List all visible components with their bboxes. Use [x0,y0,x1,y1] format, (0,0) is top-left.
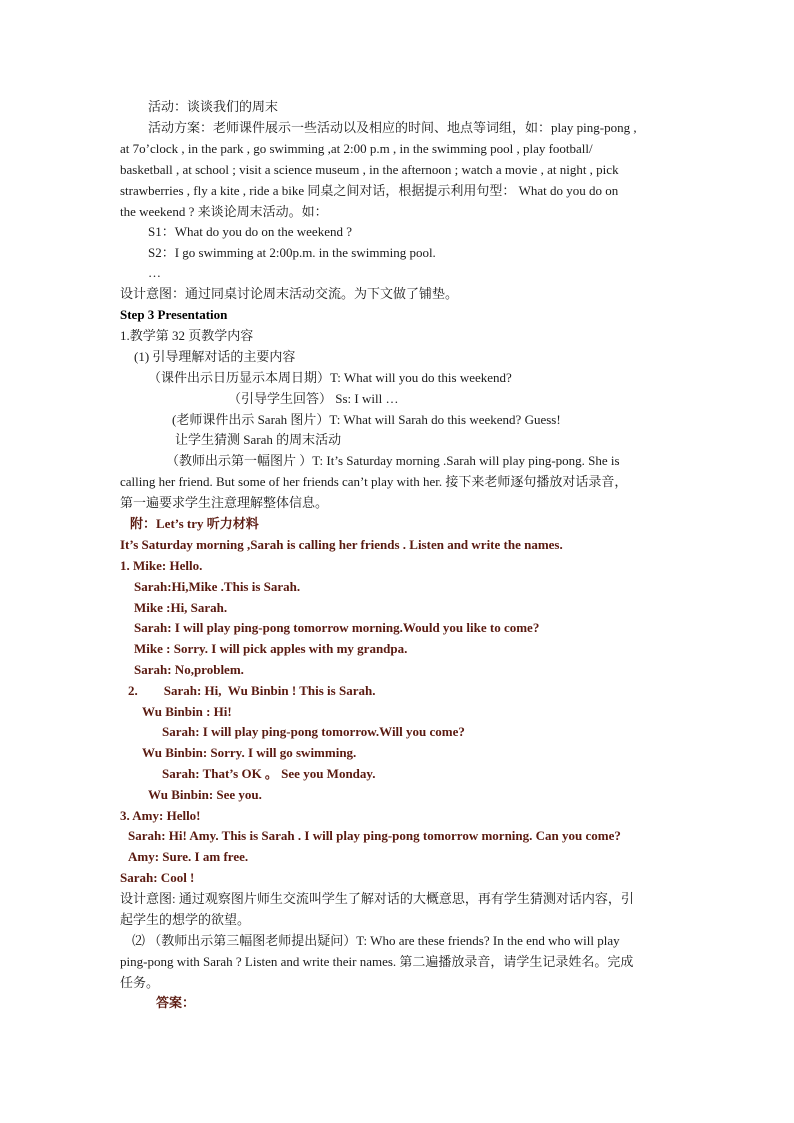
attachment-heading: 附：Let’s try 听力材料 [130,516,259,531]
teacher-line: calling her friend. But some of her friends can’t play with her. 接下来老师逐句播放对话录音， [120,474,628,489]
teacher-line: 第一遍要求学生注意理解整体信息。 [120,495,329,510]
instruction-line: 让学生猜测 Sarah 的周末活动 [175,432,342,447]
example-s1: S1：What do you do on the weekend ? [148,224,352,239]
dialogue-line: 3. Amy: Hello! [120,808,201,823]
subsection-heading: (1) 引导理解对话的主要内容 [134,349,296,364]
dialogue-line: Sarah: No,problem. [134,662,244,677]
dialogue-intro: It’s Saturday morning ,Sarah is calling her friends . Listen and write the names. [120,537,563,552]
example-s2: S2：I go swimming at 2:00p.m. in the swimming pool. [148,245,436,260]
section-heading: 1.教学第 32 页教学内容 [120,328,254,343]
dialogue-line: Sarah:Hi,Mike .This is Sarah. [134,579,301,594]
student-line: （引导学生回答） Ss: I will … [228,391,399,406]
dialogue-line: Sarah: Cool ! [120,870,195,885]
dialogue-line: Sarah: Hi! Amy. This is Sarah . I will play ping-pong tomorrow morning. Can you come? [128,828,621,843]
activity-plan-line: strawberries , fly a kite , ride a bike 同桌之间对话，根据提示利用句型： What do you do on [120,183,619,198]
teacher-line: （课件出示日历显示本周日期）T: What will you do this weekend? [148,370,512,385]
activity-plan: 活动方案：老师课件展示一些活动以及相应的时间、地点等词组，如：play ping-pong , [148,120,637,135]
teacher-line: ping-pong with Sarah ? Listen and write their names. 第二遍播放录音，请学生记录姓名。完成 [120,954,634,969]
dialogue-line: Sarah: That’s OK 。 See you Monday. [162,766,376,781]
teacher-line: (老师课件出示 Sarah 图片）T: What will Sarah do this weekend? Guess! [172,412,561,427]
teacher-line: （教师出示第一幅图片 ）T: It’s Saturday morning .Sarah will play ping-pong. She is [166,453,620,468]
ellipsis: … [148,265,161,280]
dialogue-line: 2. Sarah: Hi, Wu Binbin ! This is Sarah. [128,683,376,698]
activity-plan-line: the weekend ? 来谈论周末活动。如： [120,204,328,219]
teacher-line: ⑵ （教师出示第三幅图老师提出疑问）T: Who are these friends? In the end who will play [132,933,620,948]
activity-plan-line: at 7o’clock , in the park , go swimming ,at 2:00 p.m , in the swimming pool , play football/ [120,141,593,156]
design-intent: 起学生的想学的欲望。 [120,912,251,927]
dialogue-line: Mike :Hi, Sarah. [134,600,228,615]
answer-heading: 答案： [156,995,196,1010]
dialogue-line: Mike : Sorry. I will pick apples with my grandpa. [134,641,408,656]
dialogue-line: Amy: Sure. I am free. [128,849,249,864]
teacher-line: 任务。 [120,975,160,990]
dialogue-line: Wu Binbin: Sorry. I will go swimming. [142,745,357,760]
dialogue-line: Sarah: I will play ping-pong tomorrow.Will you come? [162,724,465,739]
design-intent: 设计意图: 通过观察图片师生交流叫学生了解对话的大概意思，再有学生猜测对话内容，引 [120,891,634,906]
activity-plan-line: basketball , at school ; visit a science museum , in the afternoon ; watch a movie , at night , pick [120,162,619,177]
step-heading: Step 3 Presentation [120,307,228,322]
dialogue-line: Wu Binbin : Hi! [142,704,232,719]
dialogue-line: Wu Binbin: See you. [148,787,262,802]
design-intent: 设计意图：通过同桌讨论周末活动交流。为下文做了铺垫。 [120,286,459,301]
dialogue-line: Sarah: I will play ping-pong tomorrow morning.Would you like to come? [134,620,540,635]
activity-title: 活动：谈谈我们的周末 [148,99,279,114]
dialogue-line: 1. Mike: Hello. [120,558,203,573]
